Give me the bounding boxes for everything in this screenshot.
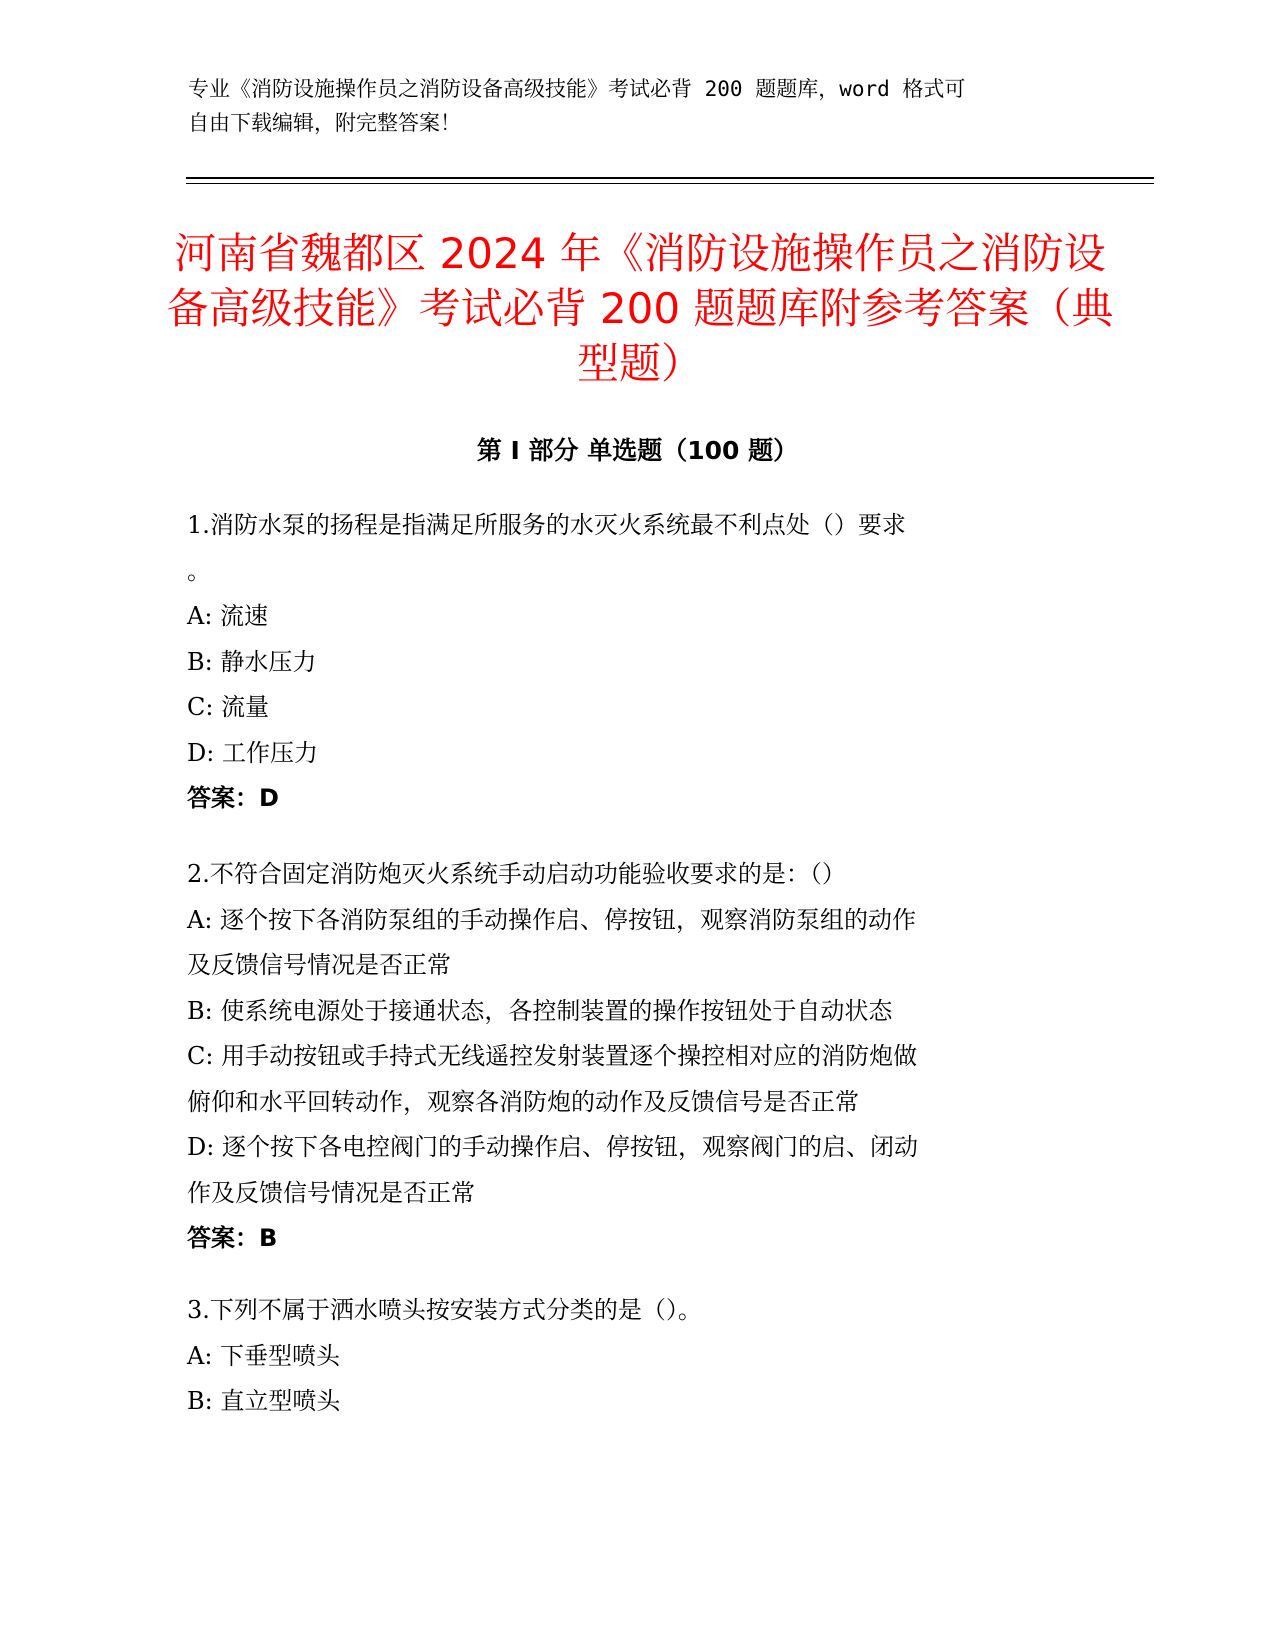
question-2-option-c-cont: 俯仰和水平回转动作，观察各消防炮的动作及反馈信号是否正常: [187, 1087, 859, 1116]
question-1-option-d: D: 工作压力: [187, 738, 318, 767]
question-2-option-c: C: 用手动按钮或手持式无线遥控发射装置逐个操控相对应的消防炮做: [187, 1042, 918, 1070]
section-title: 第 I 部分 单选题（100 题）: [476, 436, 799, 465]
document-title: 河南省魏都区 2024 年《消防设施操作员之消防设备高级技能》考试必背 200 题题库附参考答案（典型题）: [166, 229, 1114, 388]
header-note: 专业《消防设施操作员之消防设备高级技能》考试必背 200 题题库，word 格式可 自由下载编辑，附完整答案！: [188, 77, 966, 135]
question-2-option-a-cont: 及反馈信号情况是否正常: [187, 951, 451, 979]
question-2-option-a: A: 逐个按下各消防泵组的手动操作启、停按钮，观察消防泵组的动作: [187, 905, 917, 934]
question-2-answer: 答案：B: [187, 1224, 278, 1252]
question-3-option-a: A: 下垂型喷头: [187, 1341, 341, 1370]
question-2-option-d: D: 逐个按下各电控阀门的手动操作启、停按钮，观察阀门的启、闭动: [187, 1133, 918, 1161]
question-1: [187, 503, 1077, 822]
question-3: [187, 1288, 1077, 1425]
header-rule-thick: [186, 177, 1154, 179]
question-1-option-b: B: 静水压力: [187, 647, 317, 676]
header-rule-thin: [186, 183, 1154, 184]
question-3-option-b: B: 直立型喷头: [187, 1387, 341, 1415]
question-2-option-b: B: 使系统电源处于接通状态，各控制装置的操作按钮处于自动状态: [187, 996, 893, 1025]
question-2-option-d-cont: 作及反馈信号情况是否正常: [187, 1178, 475, 1207]
question-1-stem-cont: 。: [187, 556, 211, 585]
question-2: [187, 852, 1077, 1262]
question-1-option-a: A: 流速: [187, 602, 269, 630]
question-1-stem: 1.消防水泵的扬程是指满足所服务的水灭火系统最不利点处（）要求: [187, 511, 906, 539]
question-1-answer: 答案：D: [187, 784, 279, 812]
question-2-stem: 2.不符合固定消防炮灭火系统手动启动功能验收要求的是：（）: [187, 860, 846, 888]
question-3-stem: 3.下列不属于洒水喷头按安装方式分类的是（）。: [187, 1296, 702, 1324]
question-1-option-c: C: 流量: [187, 693, 270, 721]
